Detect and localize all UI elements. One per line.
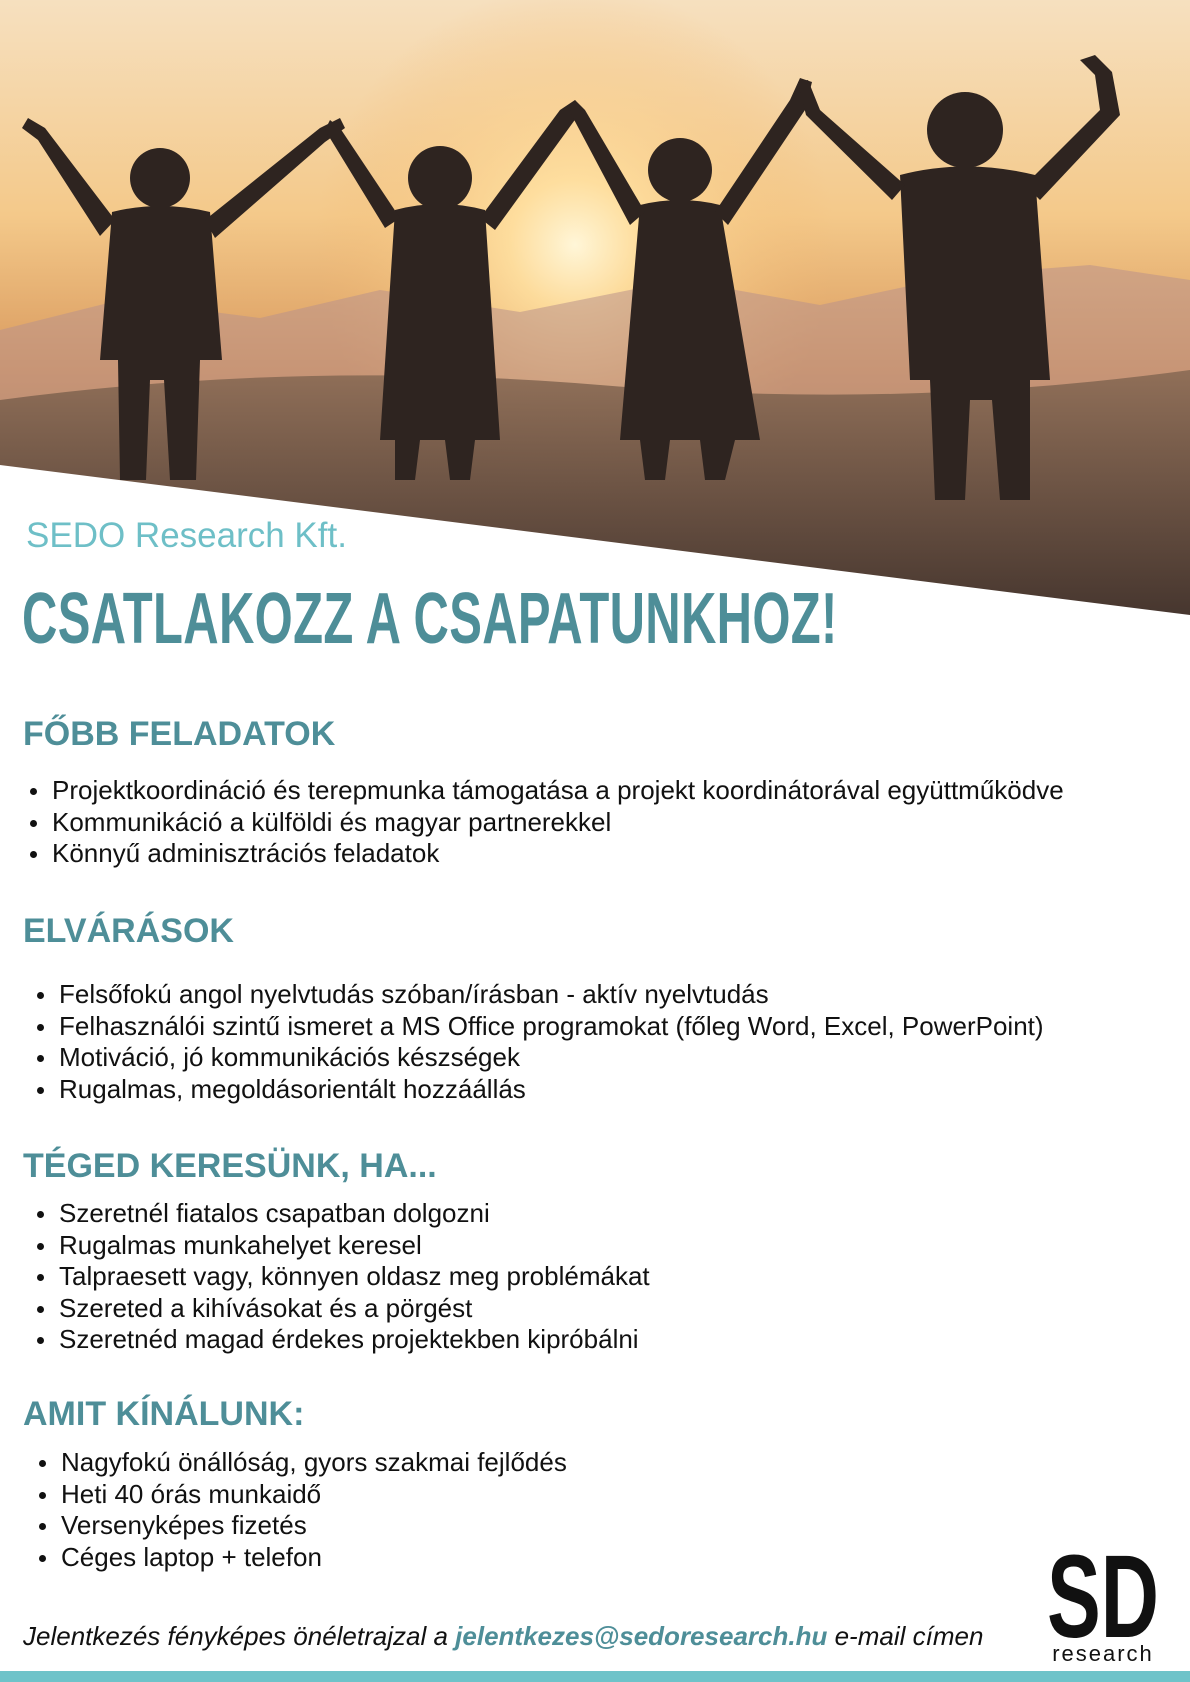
looking-for-list (31, 1198, 650, 1356)
list-item: Heti 40 órás munkaidő (33, 1479, 567, 1511)
list-item: Céges laptop + telefon (33, 1542, 567, 1574)
sedo-research-logo (1043, 1533, 1163, 1665)
tasks-list (24, 775, 1064, 870)
list-item: Felsőfokú angol nyelvtudás szóban/írásban - aktív nyelvtudás (31, 979, 1044, 1011)
bottom-accent-bar (0, 1671, 1190, 1682)
list-item: Talpraesett vagy, könnyen oldasz meg problémákat (31, 1261, 650, 1293)
application-note-suffix: e-mail címen (827, 1621, 984, 1651)
application-note (23, 1621, 983, 1652)
logo-mark: SD (1047, 1533, 1159, 1663)
offer-list (33, 1447, 567, 1573)
application-note-prefix: Jelentkezés fényképes önéletrajzal a (23, 1621, 456, 1651)
list-item: Nagyfokú önállóság, gyors szakmai fejlődés (33, 1447, 567, 1479)
list-item: Felhasználói szintű ismeret a MS Office programokat (főleg Word, Excel, PowerPoint) (31, 1011, 1044, 1043)
list-item: Szeretnéd magad érdekes projektekben kipróbálni (31, 1324, 650, 1356)
logo-subtitle: research (1052, 1641, 1154, 1665)
section-title-requirements: ELVÁRÁSOK (23, 912, 234, 950)
list-item: Versenyképes fizetés (33, 1510, 567, 1542)
requirements-list (31, 979, 1044, 1105)
list-item: Szeretnél fiatalos csapatban dolgozni (31, 1198, 650, 1230)
section-title-offer: AMIT KÍNÁLUNK: (23, 1395, 305, 1433)
company-name: SEDO Research Kft. (26, 516, 347, 555)
list-item: Szereted a kihívásokat és a pörgést (31, 1293, 650, 1325)
page-title: CSATLAKOZZ A CSAPATUNKHOZ! (22, 579, 838, 659)
list-item: Rugalmas munkahelyet keresel (31, 1230, 650, 1262)
list-item: Projektkoordináció és terepmunka támogatása a projekt koordinátorával együttműködve (24, 775, 1064, 807)
list-item: Rugalmas, megoldásorientált hozzáállás (31, 1074, 1044, 1106)
section-title-looking-for: TÉGED KERESÜNK, HA... (23, 1147, 437, 1185)
list-item: Motiváció, jó kommunikációs készségek (31, 1042, 1044, 1074)
list-item: Kommunikáció a külföldi és magyar partnerekkel (24, 807, 1064, 839)
email-link[interactable]: jelentkezes@sedoresearch.hu (455, 1621, 828, 1651)
section-title-tasks: FŐBB FELADATOK (23, 715, 336, 753)
list-item: Könnyű adminisztrációs feladatok (24, 838, 1064, 870)
